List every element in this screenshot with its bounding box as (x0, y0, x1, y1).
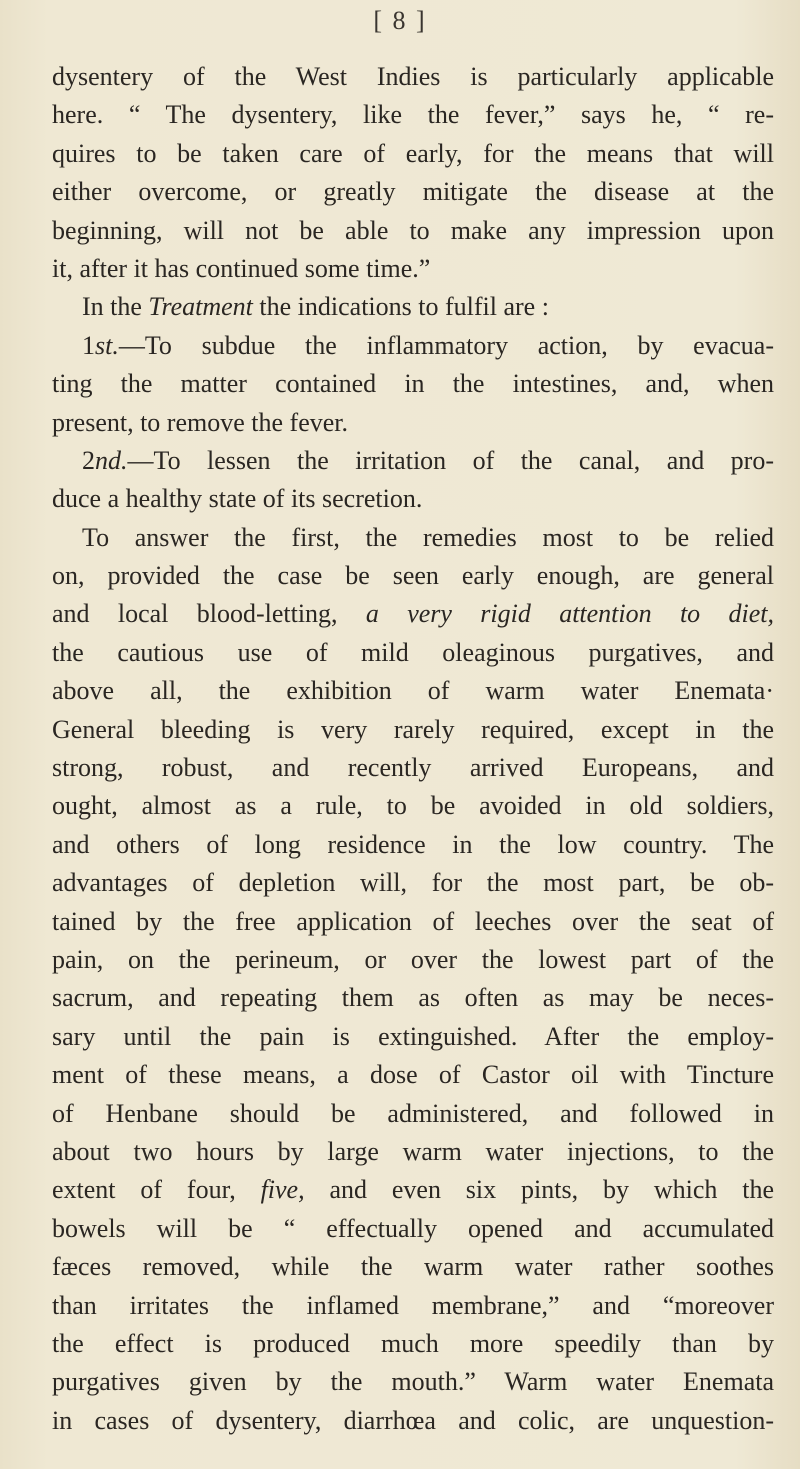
italic-term: Treatment (148, 292, 253, 322)
text-line: advantages of depletion will, for the most part, be ob- (52, 868, 774, 898)
text-line: present, to remove the fever. (52, 407, 348, 437)
text-line (52, 595, 774, 633)
text-line: in cases of dysentery, diarrhœa and colic, are unquestion- (52, 1405, 774, 1435)
text-run: and even six pints, by which the (304, 1175, 774, 1205)
text-line: dysentery of the West Indies is particularly applicable (52, 62, 774, 91)
text-line: on, provided the case be seen early enough, are general (52, 561, 774, 591)
ordinal-suffix: st. (95, 330, 119, 360)
text-line: ting the matter contained in the intestines, and, when (52, 369, 774, 399)
text-line: To answer the first, the remedies most to be relied (82, 522, 774, 552)
text-run: In the (82, 292, 149, 322)
text-line (52, 442, 774, 480)
text-run: the indications to fulfil are : (252, 292, 549, 322)
text-line: and others of long residence in the low country. The (52, 829, 774, 859)
text-line: the cautious use of mild oleaginous purgatives, and (52, 637, 774, 667)
text-line (52, 1171, 774, 1209)
text-line: strong, robust, and recently arrived Europeans, and (52, 753, 774, 783)
ordinal-number: 1 (82, 330, 95, 360)
text-line: quires to be taken care of early, for the means that will (52, 138, 774, 168)
body-text (52, 58, 774, 1440)
text-line: pain, on the perineum, or over the lowest part of the (52, 944, 774, 974)
text-line: of Henbane should be administered, and followed in (52, 1098, 774, 1128)
text-line: beginning, will not be able to make any impression upon (52, 215, 774, 245)
text-line: General bleeding is very rarely required, except in the (52, 714, 774, 744)
text-line: sary until the pain is extinguished. After the employ- (52, 1021, 774, 1051)
text-line: the effect is produced much more speedily than by (52, 1328, 774, 1358)
ordinal-suffix: nd. (95, 445, 128, 475)
text-line: bowels will be “ effectually opened and accumulated (52, 1213, 774, 1243)
text-line: ought, almost as a rule, to be avoided in old soldiers, (52, 791, 774, 821)
text-run: —To lessen the irritation of the canal, and pro- (127, 445, 774, 475)
text-line: sacrum, and repeating them as often as may be neces- (52, 983, 774, 1013)
text-run: extent of four, (52, 1175, 261, 1205)
text-line: fæces removed, while the warm water rather soothes (52, 1252, 774, 1282)
text-line: here. “ The dysentery, like the fever,” says he, “ re- (52, 100, 774, 130)
text-line: duce a healthy state of its secretion. (52, 484, 423, 514)
text-run: —To subdue the inflammatory action, by evacua- (118, 330, 774, 360)
italic-word: five, (260, 1175, 305, 1205)
italic-phrase: a very rigid attention to diet, (365, 599, 774, 629)
text-line: about two hours by large warm water injections, to the (52, 1136, 774, 1166)
text-line: tained by the free application of leeches over the seat of (52, 906, 774, 936)
text-run: and local blood-letting, (52, 599, 366, 629)
text-line: above all, the exhibition of warm water Enemata· (52, 676, 774, 706)
ordinal-number: 2 (82, 445, 95, 475)
text-line: it, after it has continued some time.” (52, 253, 431, 283)
text-line: purgatives given by the mouth.” Warm water Enemata (52, 1367, 774, 1397)
text-line (52, 327, 774, 365)
page-number: [ 8 ] (373, 6, 427, 35)
text-line: than irritates the inflamed membrane,” and “moreover (52, 1290, 774, 1320)
text-line (52, 288, 774, 326)
text-line: either overcome, or greatly mitigate the disease at the (52, 177, 774, 207)
text-line: ment of these means, a dose of Castor oil with Tincture (52, 1060, 774, 1090)
